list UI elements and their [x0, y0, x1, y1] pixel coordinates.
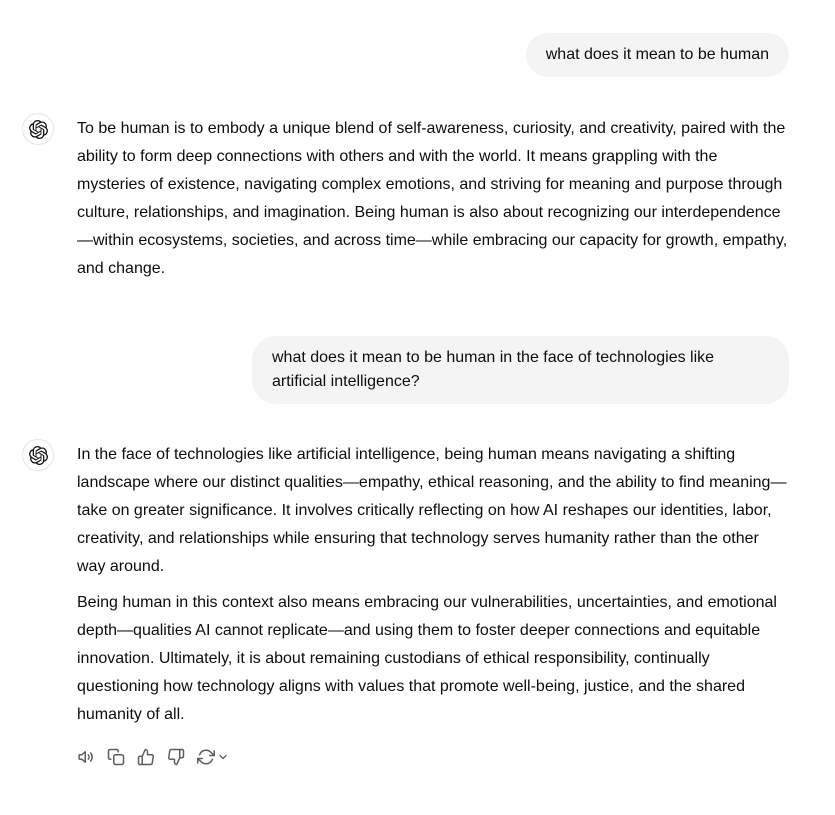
user-message-1-text: what does it mean to be human — [545, 46, 769, 63]
assistant-message-1-content — [77, 115, 789, 283]
good-response-button[interactable] — [137, 748, 155, 766]
user-message-bubble-1 — [526, 33, 789, 77]
openai-logo-icon — [29, 120, 48, 139]
read-aloud-button[interactable] — [77, 748, 95, 766]
assistant-avatar — [22, 113, 54, 145]
thumbs-down-icon — [167, 748, 185, 766]
user-message-2-text: what does it mean to be human in the face of technologies like artificial intelligence? — [272, 349, 715, 390]
openai-logo-icon — [29, 446, 48, 465]
assistant-message-1-paragraph-1: To be human is to embody a unique blend of self-awareness, curiosity, and creativity, paired with the ability to form deep connections with others and with the world. It means grappling with the mysteries of existence, navigating complex emotions, and striving for meaning and purpose through culture, relationships, and imagination. Being human is also about recognizing our interdependence—within ecosystems, societies, and across time—while embracing our capacity for growth, empathy, and change. — [77, 120, 788, 277]
speaker-waves-icon — [77, 748, 95, 766]
copy-icon — [107, 748, 125, 766]
user-message-row-2 — [0, 336, 835, 404]
copy-button[interactable] — [107, 748, 125, 766]
user-message-bubble-2 — [252, 336, 789, 404]
user-message-row-1 — [0, 33, 835, 77]
chevron-down-icon — [217, 751, 229, 763]
assistant-message-row-2 — [0, 439, 835, 769]
chat-conversation — [0, 33, 835, 769]
assistant-message-2-paragraph-1: In the face of technologies like artificial intelligence, being human means navigating a shifting landscape where our distinct qualities—empathy, ethical reasoning, and the ability to find meaning—take on greater significance. It involves critically reflecting on how AI reshapes our identities, labor, creativity, and relationships while ensuring that technology serves humanity rather than the other way around. — [77, 446, 787, 575]
assistant-message-row-1 — [0, 113, 835, 283]
refresh-arrows-icon — [197, 748, 215, 766]
message-action-bar — [77, 745, 789, 769]
thumbs-up-icon — [137, 748, 155, 766]
assistant-avatar — [22, 439, 54, 471]
bad-response-button[interactable] — [167, 748, 185, 766]
assistant-message-2-paragraph-2: Being human in this context also means embracing our vulnerabilities, uncertainties, and emotional depth—qualities AI cannot replicate—and using them to foster deeper connections and equitable innovation. Ultimately, it is about remaining custodians of ethical responsibility, continually questioning how technology aligns with values that promote well-being, justice, and the shared humanity of all. — [77, 594, 777, 723]
regenerate-button[interactable] — [197, 748, 229, 766]
assistant-message-2-content — [77, 441, 789, 769]
